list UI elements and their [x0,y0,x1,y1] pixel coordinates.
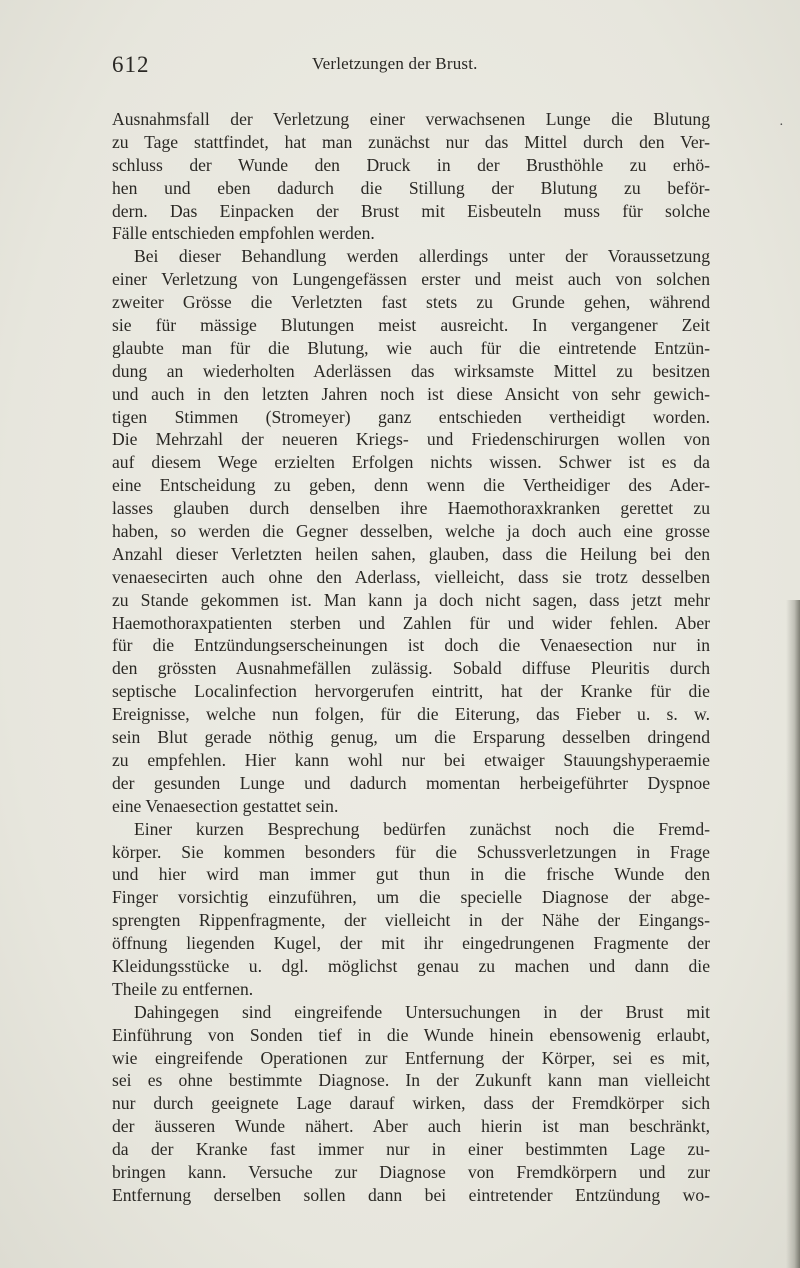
text-line: auf diesem Wege erzielten Erfolgen nichts wissen. Schwer ist es da [112,452,710,473]
text-line: dung an wiederholten Aderlässen das wirksamste Mittel zu besitzen [112,360,710,381]
text-line: Einführung von Sonden tief in die Wunde hinein ebensowenig erlaubt, [112,1024,710,1045]
text-line: Anzahl dieser Verletzten heilen sahen, glauben, dass die Heilung bei den [112,543,710,564]
text-line: Dahingegen sind eingreifende Untersuchungen in der Brust mit [134,1001,710,1022]
text-line: glaubte man für die Blutung, wie auch für die eintretende Entzün- [112,337,710,358]
text-line: schluss der Wunde den Druck in der Brusthöhle zu erhö- [112,154,710,175]
text-line: eine Entscheidung zu geben, denn wenn die Vertheidiger des Ader- [112,475,710,496]
text-line: septische Localinfection hervorgerufen eintritt, hat der Kranke für die [112,681,710,702]
text-line: Entfernung derselben sollen dann bei eintretender Entzündung wo- [112,1184,710,1205]
text-line: zu Stande gekommen ist. Man kann ja doch nicht sagen, dass jetzt mehr [112,589,710,610]
text-line: und auch in den letzten Jahren noch ist diese Ansicht von sehr gewich- [112,383,710,404]
page-edge-shadow [786,600,800,1268]
text-line: der äusseren Wunde nähert. Aber auch hierin ist man beschränkt, [112,1116,710,1137]
text-line: Ausnahmsfall der Verletzung einer verwachsenen Lunge die Blutung [112,109,710,129]
text-line: Haemothoraxpatienten sterben und Zahlen für und wider fehlen. Aber [112,612,710,633]
text-line: sei es ohne bestimmte Diagnose. In der Zukunft kann man vielleicht [112,1070,710,1091]
text-line: dern. Das Einpacken der Brust mit Eisbeuteln muss für solche [112,200,710,221]
body-text [112,108,710,1207]
text-line: wie eingreifende Operationen zur Entfernung der Körper, sei es mit, [112,1047,710,1068]
text-line: hen und eben dadurch die Stillung der Blutung zu beför- [112,177,710,198]
text-line: zu empfehlen. Hier kann wohl nur bei etwaiger Stauungshyperaemie [112,749,710,770]
page-number: 612 [112,52,150,77]
text-line: für die Entzündungserscheinungen ist doch die Venaesection nur in [112,635,710,656]
text-line: einer Verletzung von Lungengefässen erster und meist auch von solchen [112,269,710,290]
text-line: zweiter Grösse die Verletzten fast stets zu Grunde gehen, während [112,292,710,313]
text-line: der gesunden Lunge und dadurch momentan herbeigeführter Dyspnoe [112,772,710,793]
text-line: öffnung liegenden Kugel, der mit ihr eingedrungenen Fragmente der [112,933,710,954]
text-line: da der Kranke fast immer nur in einer bestimmten Lage zu- [112,1139,710,1160]
text-line: Einer kurzen Besprechung bedürfen zunächst noch die Fremd- [134,818,710,839]
text-line: nur durch geeignete Lage darauf wirken, dass der Fremdkörper sich [112,1093,710,1114]
text-line: tigen Stimmen (Stromeyer) ganz entschieden vertheidigt worden. [112,406,710,427]
text-line: Ereignisse, welche nun folgen, für die Eiterung, das Fieber u. s. w. [112,704,710,725]
text-line: den grössten Ausnahmefällen zulässig. Sobald diffuse Pleuritis durch [112,658,710,679]
text-line: bringen kann. Versuche zur Diagnose von Fremdkörpern und zur [112,1161,710,1182]
text-line: Die Mehrzahl der neueren Kriegs- und Friedenschirurgen wollen von [112,429,710,450]
text-line: venaesecirten auch ohne den Aderlass, vielleicht, dass sie trotz desselben [112,566,710,587]
page-header [112,48,710,88]
text-line: lasses glauben durch denselben ihre Haemothoraxkranken gerettet zu [112,498,710,519]
margin-mark: · [779,118,784,133]
text-line: körper. Sie kommen besonders für die Schussverletzungen in Frage [112,841,710,862]
running-head: Verletzungen der Brust. [312,54,478,73]
text-line: Bei dieser Behandlung werden allerdings unter der Voraussetzung [134,246,710,267]
text-line: sprengten Rippenfragmente, der vielleicht in der Nähe der Eingangs- [112,910,710,931]
text-line: Theile zu entfernen. [112,978,254,999]
text-line: Kleidungsstücke u. dgl. möglichst genau zu machen und dann die [112,955,710,976]
text-line: und hier wird man immer gut thun in die frische Wunde den [112,864,710,885]
text-line: Finger vorsichtig einzuführen, um die specielle Diagnose der abge- [112,887,710,908]
text-line: haben, so werden die Gegner desselben, welche ja doch auch eine grosse [112,521,710,542]
text-line: eine Venaesection gestattet sein. [112,795,339,816]
text-line: sein Blut gerade nöthig genug, um die Ersparung desselben dringend [112,727,710,748]
text-line: Fälle entschieden empfohlen werden. [112,223,375,244]
text-line: zu Tage stattfindet, hat man zunächst nur das Mittel durch den Ver- [112,131,710,152]
text-line: sie für mässige Blutungen meist ausreicht. In vergangener Zeit [112,315,710,336]
